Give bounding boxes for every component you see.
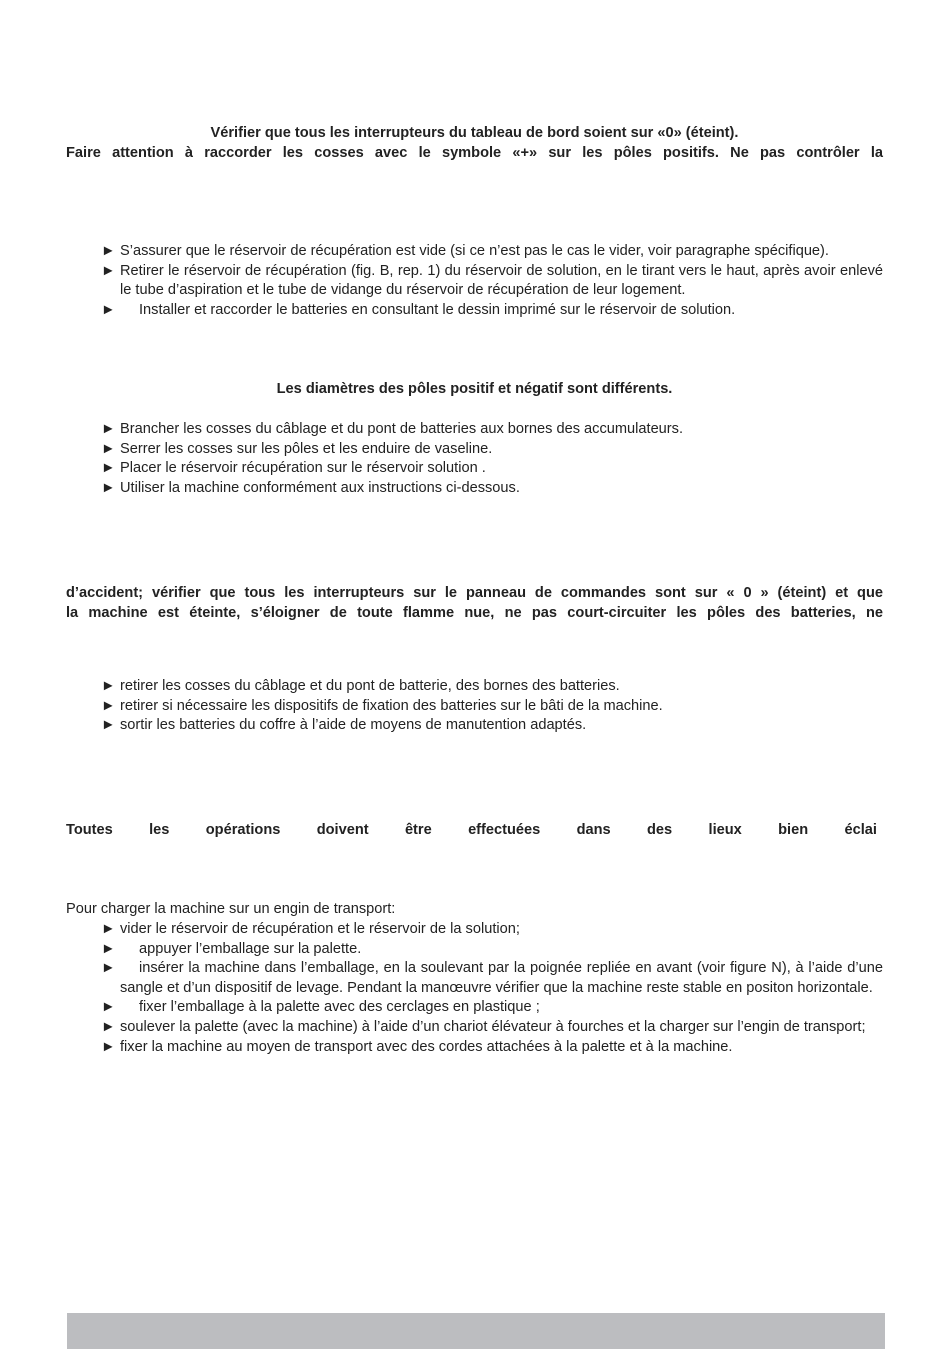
bullet-arrow-icon: ► <box>101 440 116 457</box>
bullet-arrow-icon: ► <box>101 301 116 318</box>
note-word: bien <box>778 822 809 838</box>
safety-warning-line-2: la machine est éteinte, s’éloigner de toute flamme nue, ne pas court-circuiter les pôles des batteries, ne <box>66 605 883 621</box>
list-item: ► Utiliser la machine conformément aux instructions ci-dessous. <box>66 479 883 499</box>
note-word: opérations <box>205 822 281 838</box>
list-item: ► S’assurer que le réservoir de récupération est vide (si ce n’est pas le cas le vider, voir paragraphe spécifique). <box>66 242 883 262</box>
bullet-arrow-icon: ► <box>101 678 116 694</box>
note-word: éclai <box>844 822 877 838</box>
note-word: les <box>149 822 170 838</box>
note-word: dans <box>576 822 611 838</box>
list-item: ► Brancher les cosses du câblage et du pont de batteries aux bornes des accumulateurs. <box>66 420 883 440</box>
list-item: ► Installer et raccorder le batteries en consultant le dessin imprimé sur le réservoir de solution. <box>66 301 883 321</box>
note-word: Toutes <box>66 822 113 838</box>
bullet-arrow-icon: ► <box>101 999 116 1016</box>
note-word: effectuées <box>468 822 541 838</box>
bullet-arrow-icon: ► <box>101 921 116 937</box>
bullet-arrow-icon: ► <box>101 1038 116 1055</box>
bullet-arrow-icon: ► <box>101 1018 116 1035</box>
list-item: ► retirer si nécessaire les dispositifs de fixation des batteries sur le bâti de la machine. <box>66 697 883 717</box>
note-word: lieux <box>708 822 742 838</box>
list-item: ► Retirer le réservoir de récupération (fig. B, rep. 1) du réservoir de solution, en le tirant vers le haut, après avoir enlevé le tube d’aspiration et le tube de vidange du réservoir de récupération de leur logement. <box>101 262 883 299</box>
list-item: ► fixer la machine au moyen de transport avec des cordes attachées à la palette et à la machine. <box>66 1038 883 1058</box>
bullet-arrow-icon: ► <box>101 460 116 477</box>
polarity-warning-text: Faire attention à raccorder les cosses avec le symbole «+» sur les pôles positifs. Ne pas contrôler la <box>66 145 883 161</box>
list-item: ► vider le réservoir de récupération et le réservoir de la solution; <box>66 920 883 940</box>
transport-steps <box>66 920 883 1057</box>
list-item: ► retirer les cosses du câblage et du pont de batterie, des bornes des batteries. <box>66 677 883 697</box>
note-word: être <box>404 822 432 838</box>
note-word: doivent <box>316 822 369 838</box>
bullet-arrow-icon: ► <box>101 421 116 437</box>
list-item: ► soulever la palette (avec la machine) à l’aide d’un chariot élévateur à fourches et la charger sur l’engin de transport; <box>66 1018 883 1038</box>
bullet-arrow-icon: ► <box>101 717 116 734</box>
battery-check-instruction: Vérifier que tous les interrupteurs du tableau de bord soient sur «0» (éteint). <box>210 125 739 141</box>
bullet-arrow-icon: ► <box>101 940 116 957</box>
list-item: ► Placer le réservoir récupération sur le réservoir solution . <box>66 459 883 479</box>
operations-location-note <box>66 821 877 841</box>
battery-removal-steps <box>66 677 883 736</box>
list-item: ► insérer la machine dans l’emballage, en la soulevant par la poignée repliée en avant (voir figure N), à l’aide d’une sangle et d’un dispositif de levage. Pendant la manœuvre vérifier que la machine reste stable en positon horizontale. <box>101 960 883 996</box>
footer-bar <box>67 1313 885 1349</box>
bullet-arrow-icon: ► <box>101 960 116 977</box>
transport-intro: Pour charger la machine sur un engin de transport: <box>66 901 396 917</box>
bullet-arrow-icon: ► <box>101 697 116 714</box>
list-item: ► sortir les batteries du coffre à l’aide de moyens de manutention adaptés. <box>66 716 883 736</box>
safety-warning-line-1: d’accident; vérifier que tous les interrupteurs sur le panneau de commandes sont sur « 0 » (éteint) et que <box>66 585 883 601</box>
pole-diameter-note: Les diamètres des pôles positif et négatif sont différents. <box>276 381 673 397</box>
list-item: ► fixer l’emballage à la palette avec des cerclages en plastique ; <box>66 998 883 1018</box>
battery-connect-steps <box>66 420 883 498</box>
bullet-arrow-icon: ► <box>101 479 116 496</box>
bullet-arrow-icon: ► <box>101 262 116 279</box>
battery-install-steps <box>66 242 883 320</box>
list-item: ► appuyer l’emballage sur la palette. <box>66 940 883 960</box>
bullet-arrow-icon: ► <box>101 243 116 259</box>
note-word: des <box>647 822 673 838</box>
list-item: ► Serrer les cosses sur les pôles et les enduire de vaseline. <box>66 440 883 460</box>
